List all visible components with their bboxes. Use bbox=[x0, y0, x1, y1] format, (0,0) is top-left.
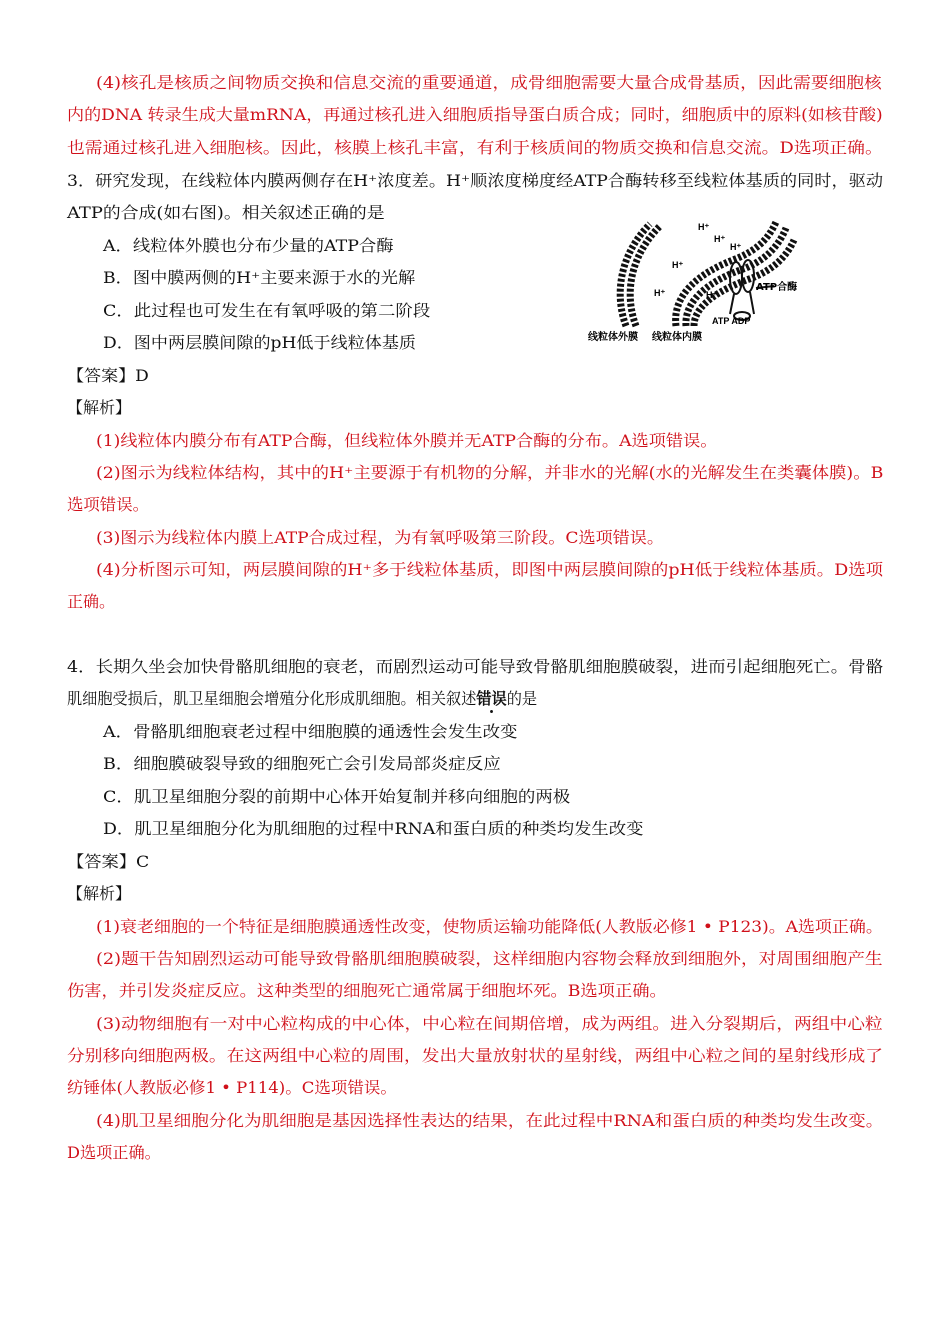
text-line bbox=[96, 431, 718, 451]
text-line-content: C．肌卫星细胞分裂的前期中心体开始复制并移向细胞的两极 bbox=[103, 787, 571, 806]
text-line bbox=[67, 1078, 397, 1098]
text-line bbox=[96, 1014, 883, 1034]
text-line bbox=[96, 1111, 883, 1131]
text-line bbox=[67, 495, 149, 515]
text-line-content: 【答案】D bbox=[67, 366, 149, 385]
emphasized-word: 错误 bbox=[476, 689, 507, 708]
text-line-content: (3)图示为线粒体内膜上ATP合成过程，为有氧呼吸第三阶段。C选项错误。 bbox=[96, 528, 665, 547]
text-line bbox=[103, 754, 501, 774]
atp-adp-label: ATP ADP bbox=[712, 316, 751, 326]
outer-membrane bbox=[620, 224, 660, 326]
text-line bbox=[96, 560, 883, 580]
text-line bbox=[103, 268, 415, 288]
text-line-content: (2)图示为线粒体结构，其中的H⁺主要源于有机物的分解，并非水的光解(水的光解发生在类囊体膜)。B bbox=[96, 463, 884, 482]
text-line bbox=[67, 138, 883, 158]
text-line bbox=[67, 884, 131, 904]
text-line-content: (1)衰老细胞的一个特征是细胞膜通透性改变，使物质运输功能降低(人教版必修1 • P123)。A选项正确。 bbox=[96, 917, 883, 936]
text-line-content: 纺锤体(人教版必修1 • P114)。C选项错误。 bbox=[67, 1078, 397, 1097]
inner-membrane-label: 线粒体内膜 bbox=[652, 332, 702, 343]
text-line-content: 也需通过核孔进入细胞核。因此，核膜上核孔丰富，有利于核质间的物质交换和信息交流。D选项正确。 bbox=[67, 138, 883, 157]
text-line bbox=[67, 689, 537, 709]
text-line bbox=[67, 105, 883, 125]
text-line bbox=[103, 722, 518, 742]
text-line-content: 分别移向细胞两极。在这两组中心粒的周围，发出大量放射状的星射线，两组中心粒之间的星射线形成了 bbox=[67, 1046, 884, 1065]
text-line-content: B．图中膜两侧的H⁺主要来源于水的光解 bbox=[103, 268, 416, 287]
text-line-content: 4．长期久坐会加快骨骼肌细胞的衰老，而剧烈运动可能导致骨骼肌细胞膜破裂，进而引起细胞死亡。骨骼 bbox=[67, 657, 884, 676]
text-line-content: (1)线粒体内膜分布有ATP合酶，但线粒体外膜并无ATP合酶的分布。A选项错误。 bbox=[96, 431, 718, 450]
text-line-content: D．肌卫星细胞分化为肌细胞的过程中RNA和蛋白质的种类均发生改变 bbox=[103, 819, 644, 838]
text-line bbox=[67, 657, 883, 677]
text-line bbox=[67, 203, 385, 223]
h-plus-label-2: H⁺ bbox=[698, 222, 710, 232]
text-line-content: 选项错误。 bbox=[67, 495, 150, 514]
text-line-content: (4)分析图示可知，两层膜间隙的H⁺多于线粒体基质，即图中两层膜间隙的pH低于线粒体基质。D选项 bbox=[96, 560, 884, 579]
text-line-content: 肌细胞受损后，肌卫星细胞会增殖分化形成肌细胞。相关叙述 bbox=[67, 689, 477, 708]
text-line-content: (3)动物细胞有一对中心粒构成的中心体，中心粒在间期倍增，成为两组。进入分裂期后，两组中心粒 bbox=[96, 1014, 883, 1033]
text-line bbox=[67, 398, 131, 418]
text-line-content: 内的DNA 转录生成大量mRNA，再通过核孔进入细胞质指导蛋白质合成；同时，细胞质中的原料(如核苷酸) bbox=[67, 105, 883, 124]
text-line bbox=[67, 1143, 161, 1163]
text-line-content: 【答案】C bbox=[67, 852, 150, 871]
text-line-tail: 的是 bbox=[506, 689, 538, 708]
text-line-content: 3．研究发现，在线粒体内膜两侧存在H⁺浓度差。H⁺顺浓度梯度经ATP合酶转移至线粒体基质的同时，驱动 bbox=[67, 171, 884, 190]
text-line bbox=[96, 949, 883, 969]
text-line-content: (4)核孔是核质之间物质交换和信息交流的重要通道，成骨细胞需要大量合成骨基质，因此需要细胞核 bbox=[96, 73, 882, 92]
h-plus-label-5: H⁺ bbox=[654, 288, 666, 298]
text-line-content: C．此过程也可发生在有氧呼吸的第二阶段 bbox=[103, 301, 431, 320]
text-line-content: D选项正确。 bbox=[67, 1143, 161, 1162]
h-plus-label-1: H⁺ bbox=[714, 234, 726, 244]
text-line-content: D．图中两层膜间隙的pH低于线粒体基质 bbox=[103, 333, 417, 352]
h-plus-label-3: H⁺ bbox=[730, 242, 742, 252]
text-line-content: 【解析】 bbox=[67, 398, 132, 417]
text-line bbox=[103, 333, 416, 353]
text-line bbox=[103, 787, 570, 807]
text-line bbox=[67, 592, 115, 612]
text-line-content: 伤害，并引发炎症反应。这种类型的细胞死亡通常属于细胞坏死。B选项正确。 bbox=[67, 981, 667, 1000]
text-line bbox=[67, 366, 149, 386]
inner-membrane bbox=[676, 222, 794, 326]
mitochondria-membrane-figure bbox=[588, 214, 810, 346]
text-line bbox=[96, 528, 664, 548]
h-plus-label-6: H⁺ bbox=[706, 290, 718, 300]
text-line-content: A．线粒体外膜也分布少量的ATP合酶 bbox=[103, 236, 394, 255]
text-line bbox=[67, 981, 667, 1001]
text-line bbox=[96, 917, 883, 937]
atp-synthase-label: ATP合酶 bbox=[756, 282, 798, 293]
text-line-content: (2)题干告知剧烈运动可能导致骨骼肌细胞膜破裂，这样细胞内容物会释放到细胞外，对周围细胞产生 bbox=[96, 949, 883, 968]
text-line-content: A．骨骼肌细胞衰老过程中细胞膜的通透性会发生改变 bbox=[103, 722, 518, 741]
text-line bbox=[67, 171, 883, 191]
text-line bbox=[96, 73, 882, 93]
text-line bbox=[96, 463, 883, 483]
text-line bbox=[67, 1046, 883, 1066]
h-plus-label-4: H⁺ bbox=[672, 260, 684, 270]
text-line-content: B．细胞膜破裂导致的细胞死亡会引发局部炎症反应 bbox=[103, 754, 501, 773]
text-line bbox=[103, 301, 430, 321]
text-line bbox=[103, 819, 643, 839]
text-line bbox=[103, 236, 394, 256]
text-line-content: 【解析】 bbox=[67, 884, 132, 903]
figure-svg bbox=[588, 214, 810, 346]
text-line-content: ATP的合成(如右图)。相关叙述正确的是 bbox=[67, 203, 385, 222]
text-line-content: 正确。 bbox=[67, 592, 116, 611]
text-line-content: (4)肌卫星细胞分化为肌细胞是基因选择性表达的结果，在此过程中RNA和蛋白质的种类均发生改变。 bbox=[96, 1111, 884, 1130]
outer-membrane-label: 线粒体外膜 bbox=[588, 332, 638, 343]
text-line bbox=[67, 852, 149, 872]
